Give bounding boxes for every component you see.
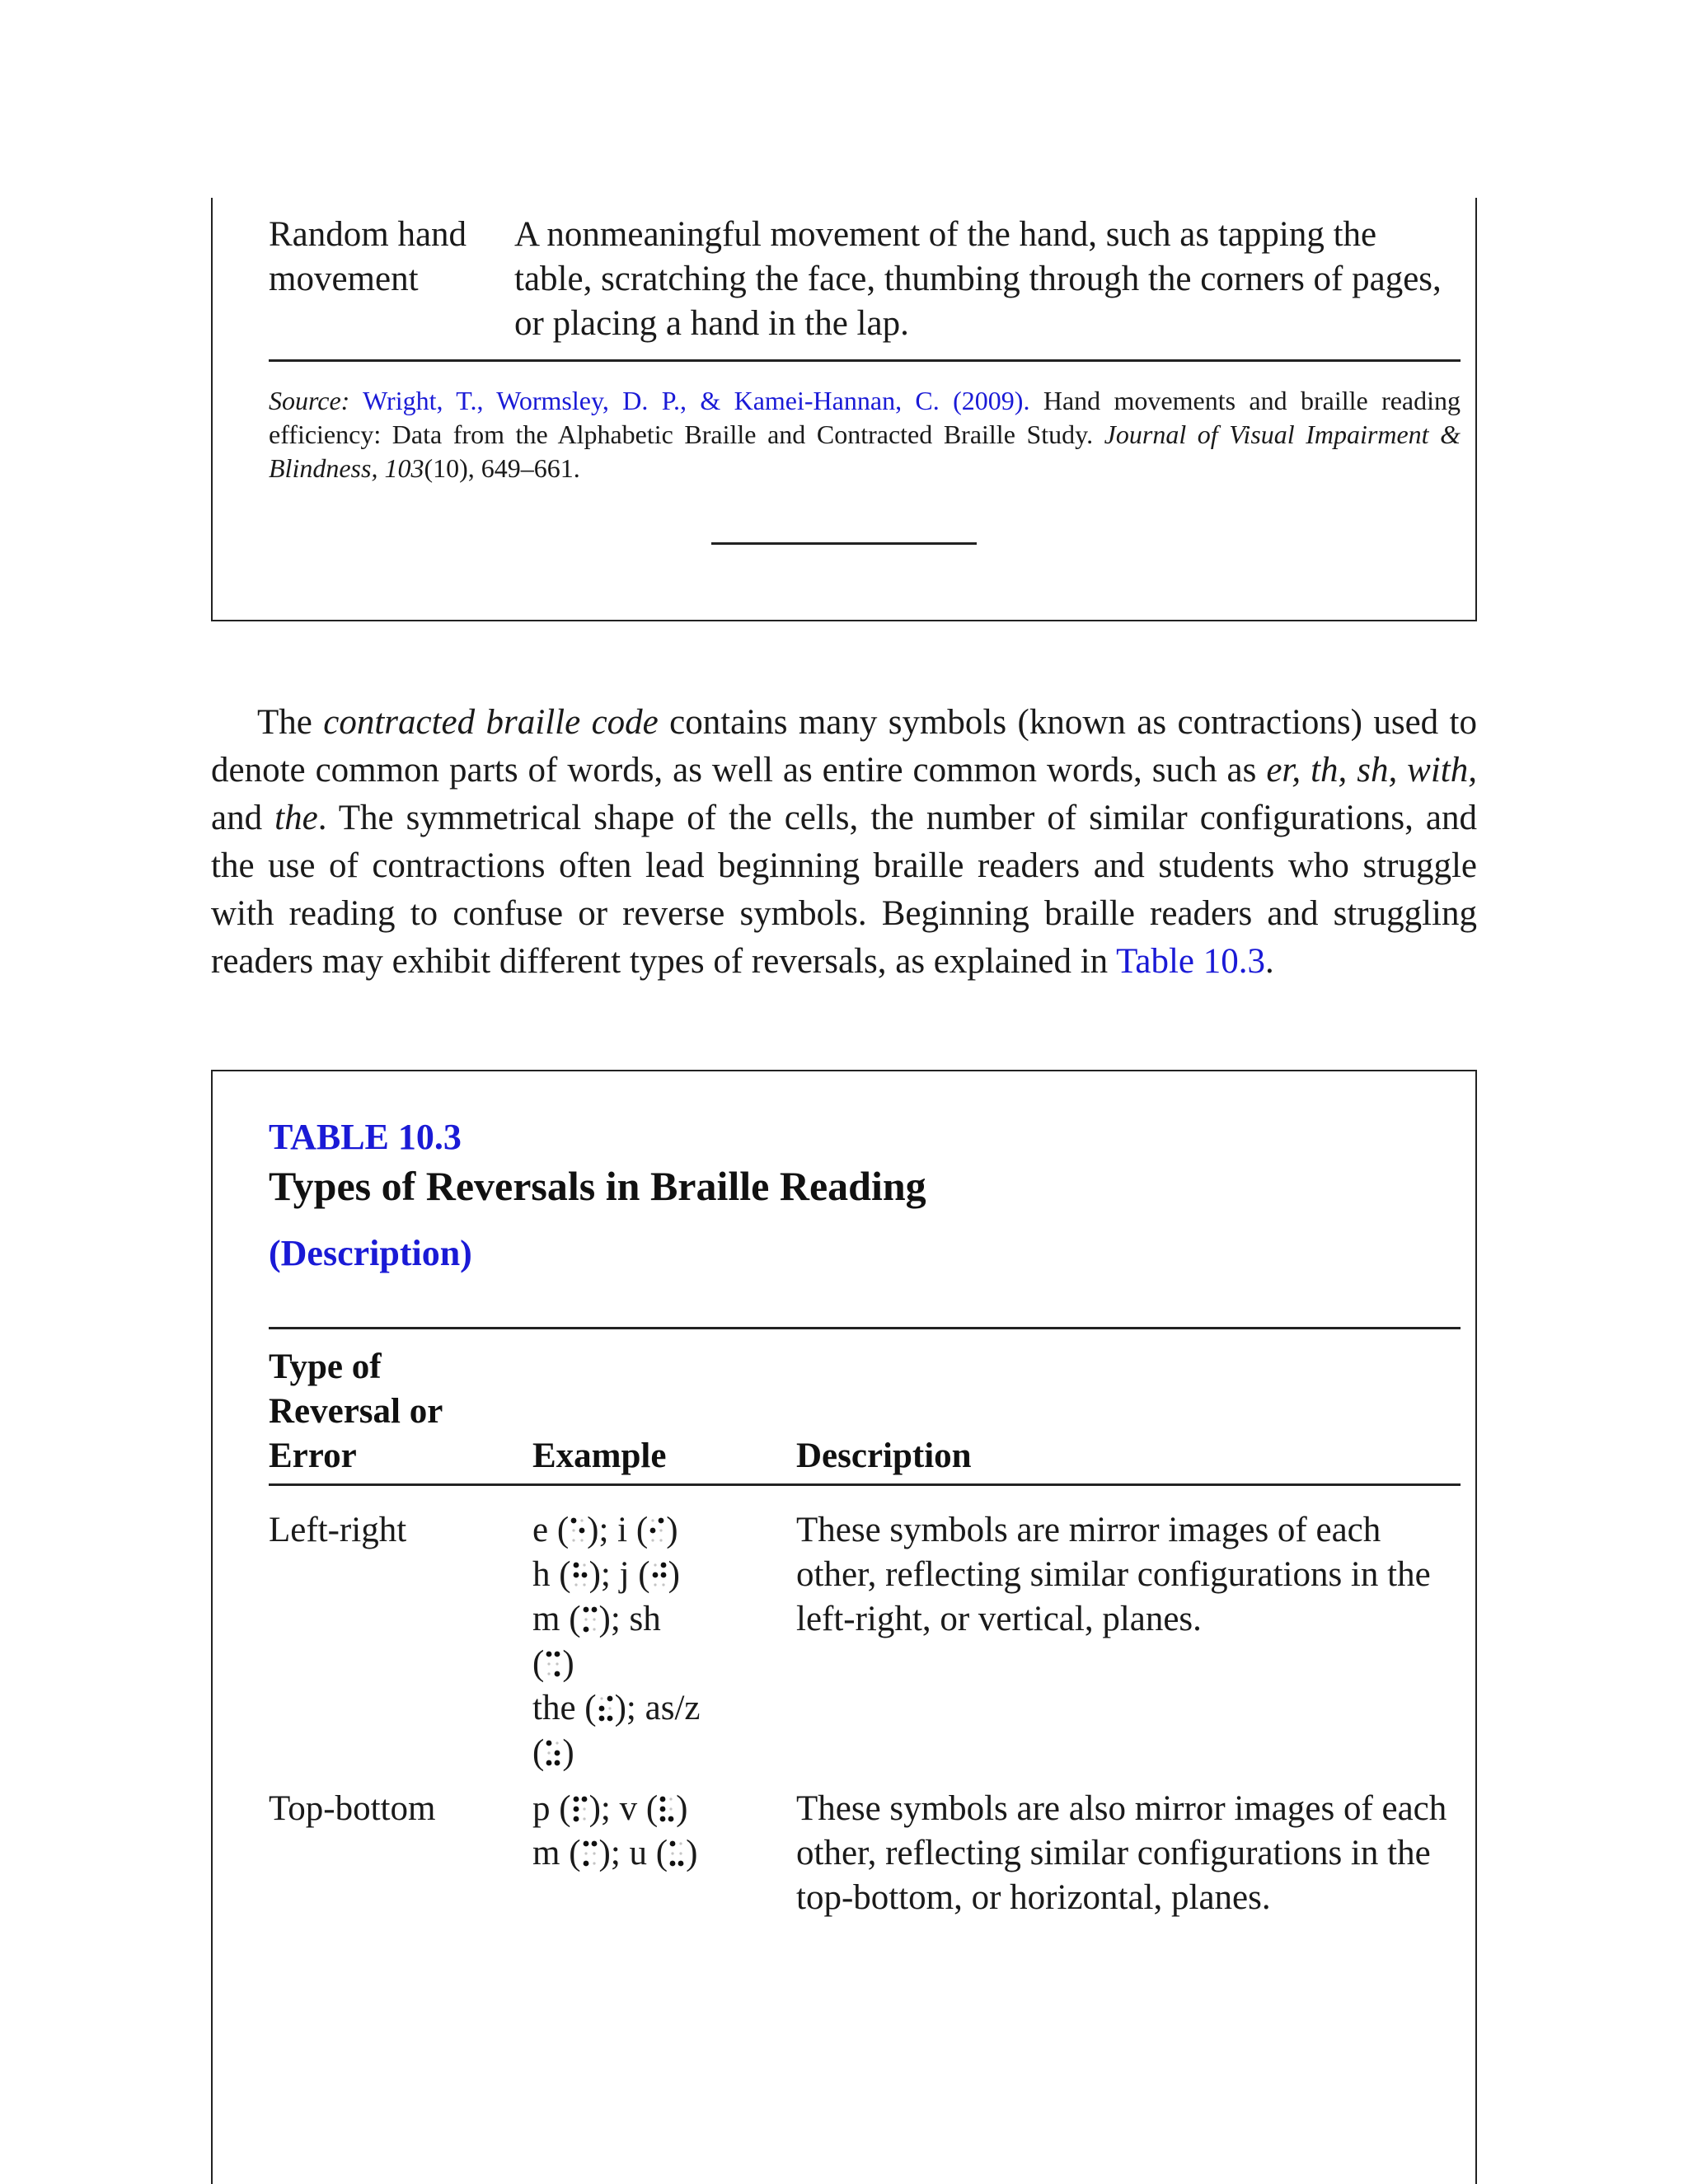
row-description-cell: These symbols are also mirror images of each other, reflecting similar configurations in the top-bottom, or horizontal, planes. <box>796 1789 1447 1917</box>
emphasis-term: er, th, sh, with, <box>1266 751 1478 790</box>
example-line <box>532 1787 755 1831</box>
braille-cell-icon <box>658 1795 676 1823</box>
example-line <box>532 1508 755 1553</box>
braille-cell-icon <box>571 1795 589 1823</box>
example-text: ) <box>562 1733 574 1772</box>
table-10-3 <box>211 1070 1477 2184</box>
table-description-link[interactable]: (Description) <box>269 1233 472 1273</box>
row-example-cell <box>532 1508 755 1775</box>
example-text: ); u ( <box>598 1834 668 1872</box>
example-line <box>532 1597 755 1642</box>
example-text: ( <box>532 1733 545 1772</box>
row-type-cell: Left-right <box>269 1511 407 1549</box>
table-source-note <box>269 384 1461 485</box>
example-text: ) <box>686 1834 698 1872</box>
source-authors-link[interactable]: Wright, T., Wormsley, D. P., & Kamei-Hannan, C. (2009). <box>363 386 1030 415</box>
emphasis-term: contracted braille code <box>323 703 659 742</box>
table-label: TABLE 10.3 <box>269 1117 462 1157</box>
body-paragraph <box>211 699 1477 986</box>
braille-cell-icon <box>597 1694 615 1722</box>
example-text: ) <box>668 1555 680 1594</box>
example-text: ); i ( <box>587 1511 649 1549</box>
source-journal: Journal of Visual Impairment & Blindness, 103 <box>269 419 1461 483</box>
column-header-type: Type of Reversal or Error <box>269 1347 443 1475</box>
braille-cell-icon <box>648 1516 666 1544</box>
row-description: A nonmeaningful movement of the hand, such as tapping the table, scratching the face, thumbing through the corners of pages, or placing a hand in the lap. <box>514 215 1442 343</box>
table-reference-link[interactable]: Table 10.3 <box>1116 942 1266 981</box>
braille-cell-icon <box>668 1840 686 1868</box>
source-title: Hand movements and braille reading efficiency: Data from the Alphabetic Braille and Contracted Braille Study. <box>269 386 1461 449</box>
previous-table-continuation <box>211 198 1477 621</box>
row-term: Random hand movement <box>269 215 467 298</box>
table-rule <box>269 359 1461 362</box>
text-run: The <box>257 703 324 742</box>
row-description-cell: These symbols are mirror images of each other, reflecting similar configurations in the left-right, or vertical, planes. <box>796 1511 1431 1638</box>
source-label: Source: <box>269 386 350 415</box>
text-run: . The symmetrical shape of the cells, the number of similar configurations, and the use of contractions often lead beginning braille readers and students who struggle with reading to confuse or reverse symbols. Beginning braille readers and struggling readers may exhibit different types of reversals, as explained in <box>211 799 1477 981</box>
example-text: m ( <box>532 1834 581 1872</box>
example-text: ); j ( <box>588 1555 650 1594</box>
table-row <box>269 213 1461 369</box>
table-header-top-rule <box>269 1327 1461 1329</box>
braille-cell-icon <box>581 1605 599 1633</box>
emphasis-term: the <box>274 799 318 837</box>
example-text: ( <box>532 1644 545 1683</box>
example-line <box>532 1831 755 1876</box>
text-run: and <box>211 799 275 837</box>
row-example-cell <box>532 1787 755 1876</box>
example-text: h ( <box>532 1555 571 1594</box>
example-text: ); v ( <box>588 1789 659 1828</box>
example-text: ) <box>666 1511 678 1549</box>
example-text: e ( <box>532 1511 570 1549</box>
example-text: p ( <box>532 1789 571 1828</box>
example-line <box>532 1642 755 1686</box>
table-header-bottom-rule <box>269 1483 1461 1486</box>
row-type-cell: Top-bottom <box>269 1789 436 1828</box>
column-header-example: Example <box>532 1436 667 1475</box>
text-run: contains many symbols (known as contractions) used to denote common parts of words, as well as entire common words, such as <box>211 703 1477 790</box>
braille-cell-icon <box>650 1561 668 1589</box>
source-issue-pages: (10), 649–661. <box>424 453 580 483</box>
example-text: ) <box>562 1644 574 1683</box>
table-title: Types of Reversals in Braille Reading <box>269 1163 926 1209</box>
section-end-rule <box>711 542 977 545</box>
braille-cell-icon <box>581 1840 599 1868</box>
example-line <box>532 1553 755 1597</box>
example-text: m ( <box>532 1600 581 1638</box>
example-text: ); as/z <box>614 1689 701 1727</box>
example-line <box>532 1686 755 1731</box>
braille-cell-icon <box>544 1739 562 1767</box>
braille-cell-icon <box>571 1561 589 1589</box>
example-text: ); sh <box>598 1600 661 1638</box>
braille-cell-icon <box>569 1516 587 1544</box>
example-line <box>532 1731 755 1775</box>
text-run: . <box>1265 942 1274 981</box>
example-text: ) <box>676 1789 688 1828</box>
braille-cell-icon <box>544 1650 562 1678</box>
example-text: the ( <box>532 1689 597 1727</box>
column-header-description: Description <box>796 1436 972 1475</box>
